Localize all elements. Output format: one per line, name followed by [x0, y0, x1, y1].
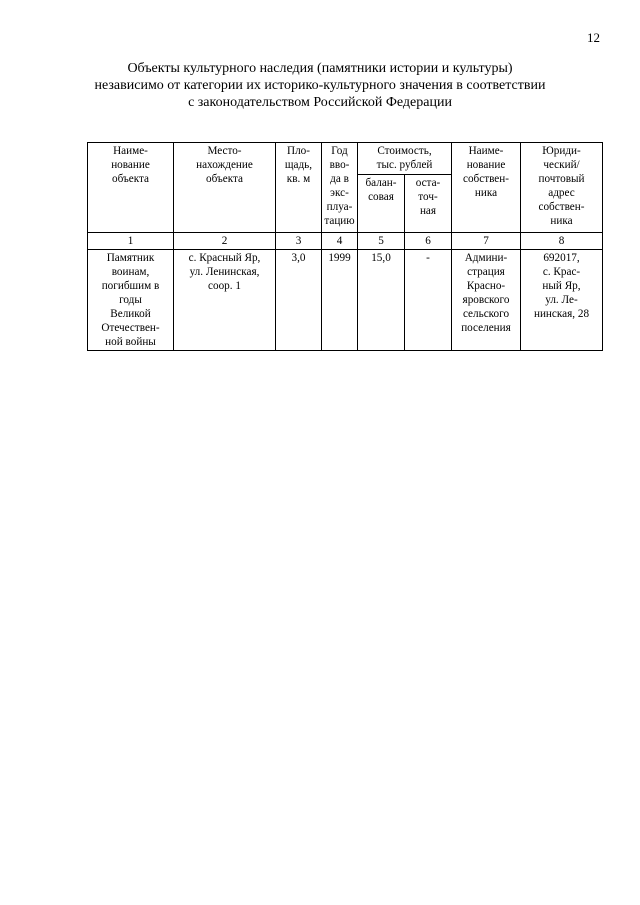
cell-address: 692017, с. Крас- ный Яр, ул. Ле- нинская, 28 — [521, 250, 603, 351]
document-title — [80, 60, 560, 111]
cell-owner: Админи- страция Красно- яровского сельского поселения — [452, 250, 521, 351]
header-year: Год вво- да в экс- плуа- тацию — [322, 143, 358, 233]
header-residual: оста- точ- ная — [405, 175, 452, 233]
cell-name: Памятник воинам, погибшим в годы Великой Отечествен- ной войны — [88, 250, 174, 351]
cell-year: 1999 — [322, 250, 358, 351]
header-balance: балан- совая — [358, 175, 405, 233]
header-name: Наиме- нование объекта — [88, 143, 174, 233]
cell-area: 3,0 — [276, 250, 322, 351]
header-location: Место- нахождение объекта — [174, 143, 276, 233]
column-number-row — [88, 233, 603, 250]
column-number: 1 — [88, 233, 174, 250]
title-line-1: Объекты культурного наследия (памятники истории и культуры) — [127, 61, 513, 76]
header-cost: Стоимость, тыс. рублей — [358, 143, 452, 175]
column-number: 5 — [358, 233, 405, 250]
column-number: 7 — [452, 233, 521, 250]
cell-residual: - — [405, 250, 452, 351]
header-owner: Наиме- нование собствен- ника — [452, 143, 521, 233]
table-row — [88, 250, 603, 351]
title-line-3: с законодательством Российской Федерации — [188, 95, 452, 110]
header-row-top — [88, 143, 603, 175]
title-line-2: независимо от категории их историко-культурного значения в соответствии — [94, 78, 546, 93]
cell-balance: 15,0 — [358, 250, 405, 351]
column-number: 4 — [322, 233, 358, 250]
page-number: 12 — [587, 30, 600, 45]
column-number: 6 — [405, 233, 452, 250]
header-address: Юриди- ческий/ почтовый адрес собствен- ника — [521, 143, 603, 233]
cell-location: с. Красный Яр, ул. Ленинская, соор. 1 — [174, 250, 276, 351]
column-number: 2 — [174, 233, 276, 250]
header-area: Пло- щадь, кв. м — [276, 143, 322, 233]
column-number: 3 — [276, 233, 322, 250]
column-number: 8 — [521, 233, 603, 250]
heritage-objects-table — [87, 142, 603, 351]
